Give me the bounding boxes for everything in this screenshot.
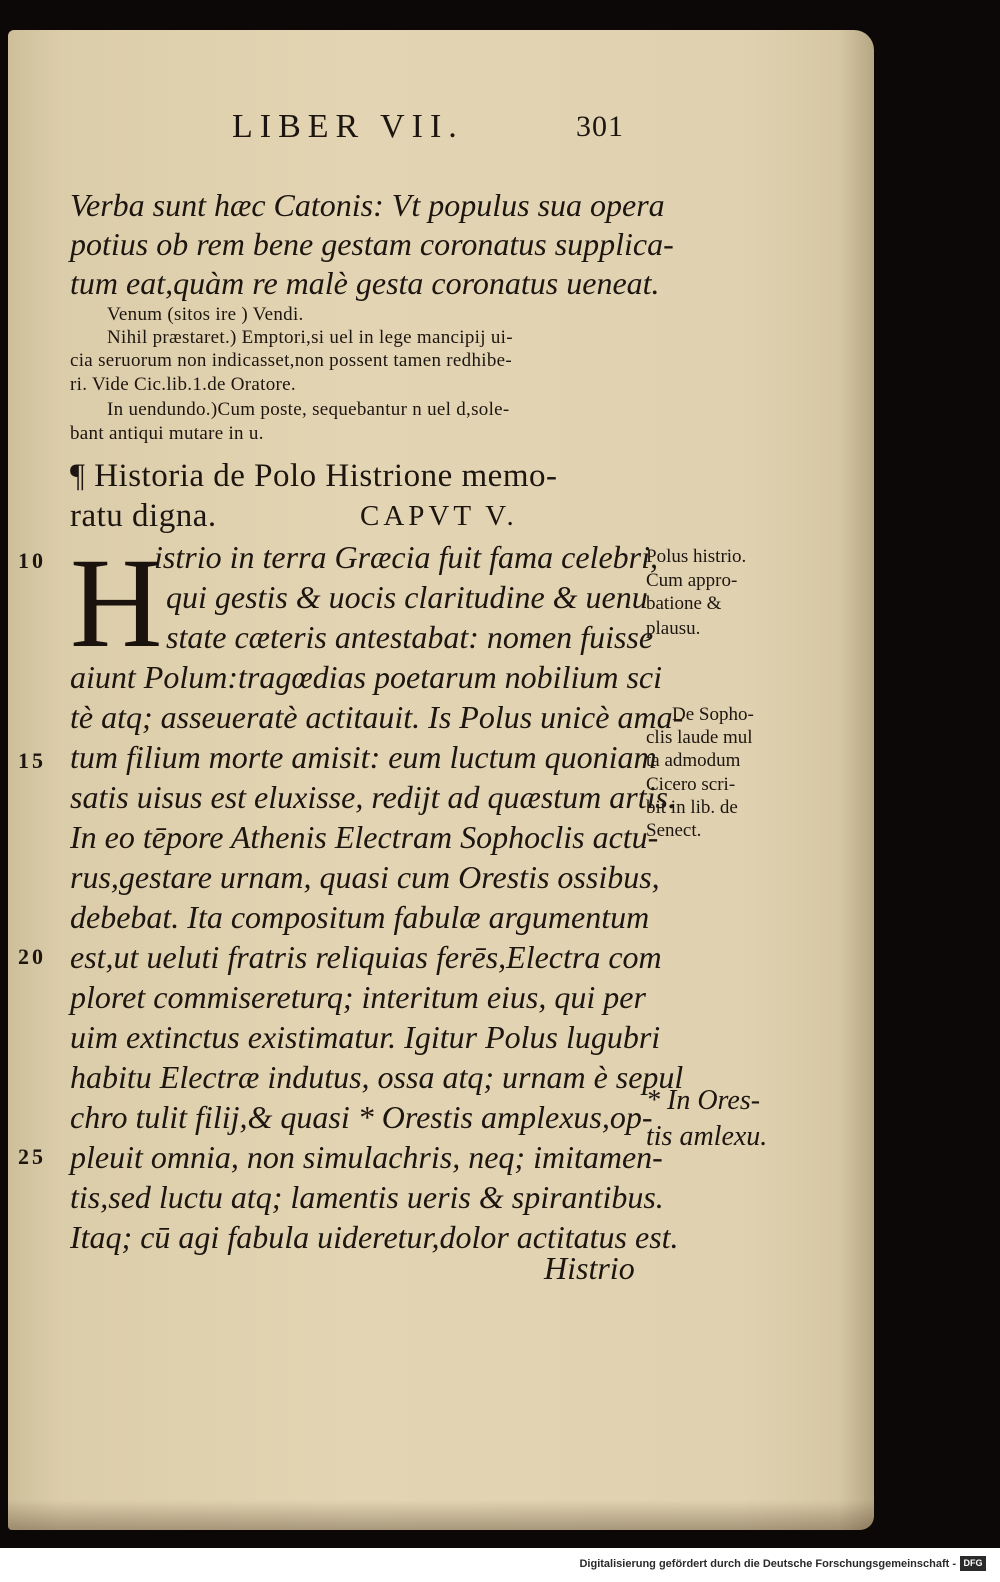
margin-note-sophocles: Senect.: [646, 820, 702, 841]
main-text-line: debebat. Ita compositum fabulæ argumentum: [70, 899, 650, 935]
main-text-line: est,ut ueluti fratris reliquias ferēs,Electra com: [70, 939, 662, 975]
commentary-note: Venum (sitos ire ) Vendi.: [107, 304, 304, 325]
dfg-logo: DFG: [960, 1556, 986, 1571]
main-text-line: istrio in terra Græcia fuit fama celebri,: [154, 539, 658, 575]
running-title: LIBER VII.: [232, 108, 464, 145]
page-shadow: [8, 1500, 874, 1530]
intro-line: Verba sunt hæc Catonis: Vt populus sua opera: [70, 187, 665, 223]
line-number: 20: [18, 944, 46, 969]
chapter-heading-line2: ratu digna.: [70, 498, 217, 534]
margin-note-orestis: tis amlexu.: [646, 1121, 768, 1152]
main-text-line: tis,sed luctu atq; lamentis ueris & spirantibus.: [70, 1179, 664, 1215]
main-text-line: ploret commisereturq; interitum eius, qui per: [70, 979, 646, 1015]
margin-note-polus: Cum appro-: [646, 570, 738, 591]
main-text-line: pleuit omnia, non simulachris, neq; imitamen-: [70, 1139, 663, 1175]
main-text-line: state cæteris antestabat: nomen fuisse: [166, 619, 654, 655]
commentary-note: In uendundo.)Cum poste, sequebantur n uel d,sole-: [107, 399, 510, 420]
commentary-note: cia seruorum non indicasset,non possent tamen redhibe-: [70, 350, 513, 371]
main-text-line: satis uisus est eluxisse, rediјt ad quæstum artis.: [70, 779, 676, 815]
main-text-line: chro tulit filij,& quasi * Orestis amplexus,op-: [70, 1099, 653, 1135]
margin-note-polus: batione &: [646, 593, 722, 614]
commentary-note: bant antiqui mutare in u.: [70, 423, 264, 444]
line-number: 15: [18, 748, 46, 773]
margin-note-orestis: * In Ores-: [646, 1085, 761, 1116]
page-number: 301: [576, 110, 624, 143]
main-text-line: tè atq; asseueratè actitauit. Is Polus unicè ama-: [70, 699, 684, 735]
main-text-line: Itaq; cū agi fabula uideretur,dolor actitatus est.: [70, 1219, 679, 1255]
main-text-line: uim extinctus existimatur. Igitur Polus lugubri: [70, 1019, 661, 1055]
margin-note-polus: Polus histrio.: [646, 546, 747, 567]
chapter-number: CAPVT V.: [360, 500, 518, 532]
commentary-note: ri. Vide Cic.lib.1.de Oratore.: [70, 374, 296, 395]
intro-line: potius ob rem bene gestam coronatus supplica-: [70, 226, 674, 262]
intro-line: tum eat,quàm re malè gesta coronatus ueneat.: [70, 265, 660, 301]
main-text-line: habitu Electræ indutus, ossa atq; urnam è sepul: [70, 1059, 684, 1095]
margin-note-sophocles: Cicero scri-: [646, 774, 736, 795]
line-number: 25: [18, 1144, 46, 1169]
main-text-line: rus,gestare urnam, quasi cum Orestis ossibus,: [70, 859, 660, 895]
digitization-credit: Digitalisierung gefördert durch die Deutsche Forschungsgemeinschaft -: [579, 1558, 956, 1570]
commentary-note: Nihil præstaret.) Emptori,si uel in lege mancipij ui-: [107, 327, 513, 348]
main-text-line: qui gestis & uocis claritudine & uenu: [166, 579, 648, 615]
margin-note-sophocles: ta admodum: [646, 750, 741, 771]
drop-capital: H: [70, 532, 163, 674]
margin-note-sophocles: clis laude mul: [646, 727, 753, 748]
margin-note-polus: plausu.: [646, 618, 701, 639]
main-text-line: tum filium morte amisit: eum luctum quoniam: [70, 739, 657, 775]
margin-note-sophocles: De Sopho-: [672, 704, 754, 725]
chapter-heading-line1: ¶ Historia de Polo Histrione memo-: [70, 458, 558, 494]
catchword: Histrio: [544, 1250, 635, 1286]
line-number: 10: [18, 548, 46, 573]
margin-note-sophocles: bit in lib. de: [646, 797, 738, 818]
page-header: [0, 108, 866, 148]
main-text-line: aiunt Polum:tragœdias poetarum nobilium sci: [70, 659, 662, 695]
main-text-line: In eo tēpore Athenis Electram Sophoclis actu-: [70, 819, 659, 855]
